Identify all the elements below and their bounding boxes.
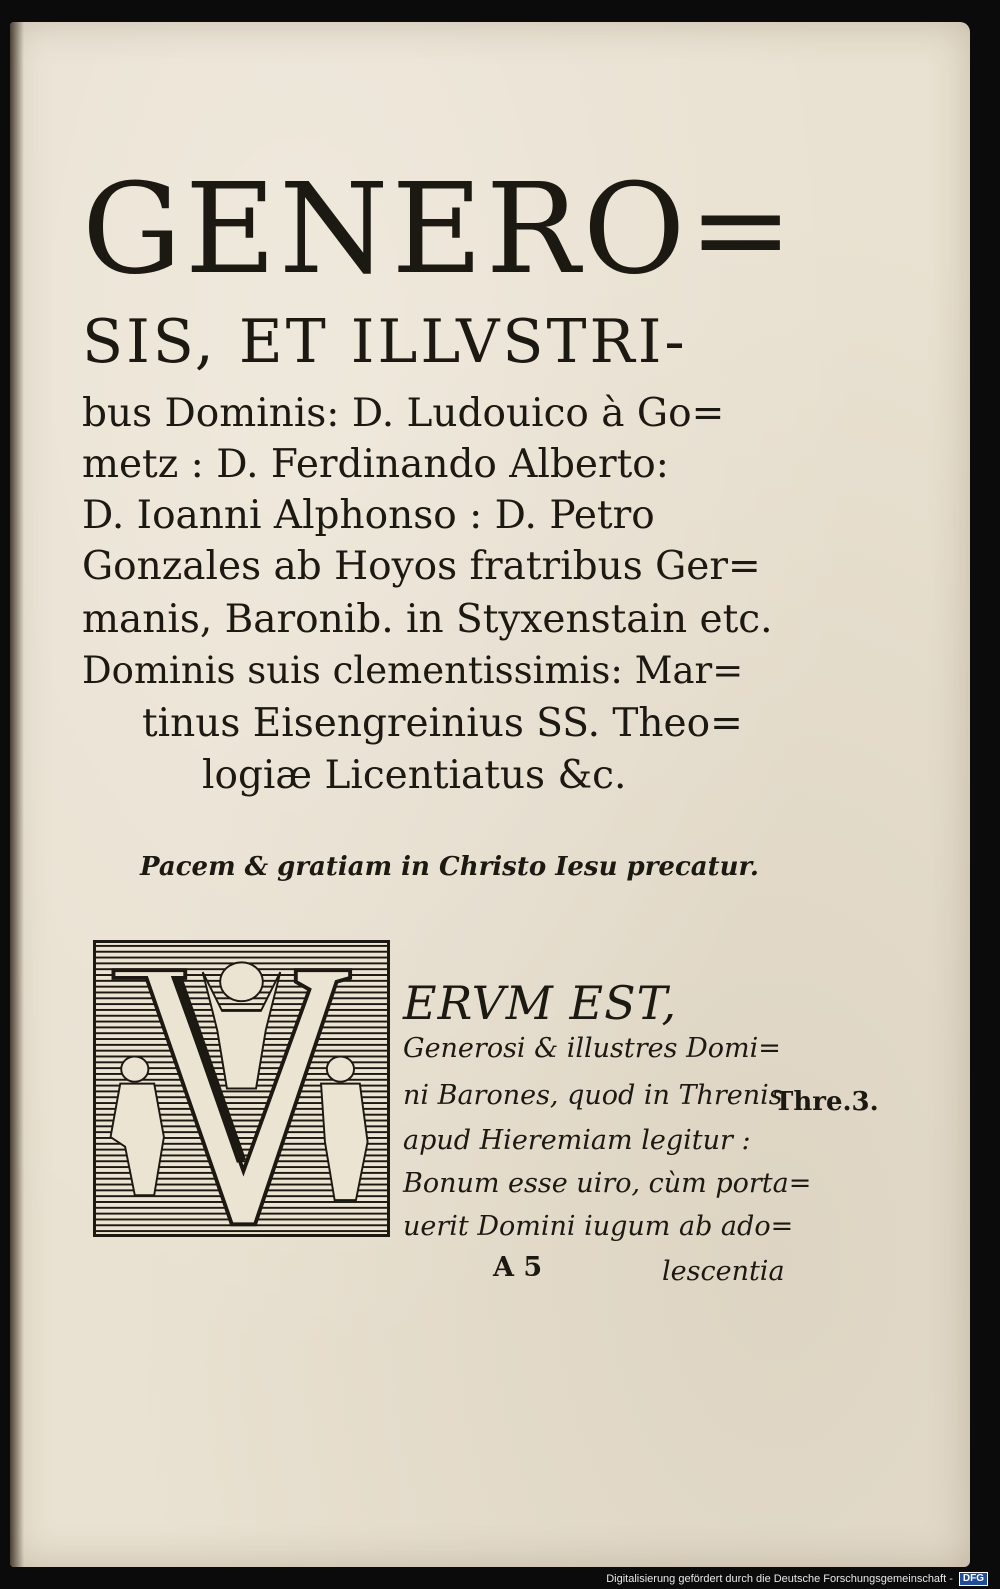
footer-credit: [606, 1571, 988, 1587]
text-line-2: Generosi & illustres Domi=: [403, 1033, 781, 1064]
catchword: lescentia: [662, 1256, 785, 1287]
woodcut-illustration: [96, 943, 387, 1234]
title-line-6: Gonzales ab Hoyos fratribus Ger=: [82, 544, 761, 589]
text-line-4: apud Hieremiam legitur :: [403, 1125, 751, 1156]
title-line-5: D. Ioanni Alphonso : D. Petro: [82, 493, 655, 538]
footer-text: Digitalisierung gefördert durch die Deutsche Forschungsgemeinschaft -: [606, 1573, 953, 1585]
title-line-10: logiæ Licentiatus &c.: [202, 753, 627, 798]
text-line-6: uerit Domini iugum ab ado=: [403, 1211, 794, 1242]
signature-mark: A 5: [493, 1252, 543, 1283]
text-line-3: ni Barones, quod in Threnis: [403, 1080, 783, 1111]
title-line-4: metz : D. Ferdinando Alberto:: [82, 442, 669, 487]
woodcut-initial-v: [93, 940, 390, 1237]
text-line-5: Bonum esse uiro, cùm porta=: [403, 1168, 812, 1199]
title-line-3: bus Dominis: D. Ludouico à Go=: [82, 391, 725, 436]
margin-note: Thre.3.: [774, 1087, 879, 1117]
greeting-line: Pacem & gratiam in Christo Iesu precatur.: [140, 852, 759, 882]
title-line-7: manis, Baronib. in Styxenstain etc.: [82, 597, 773, 642]
text-line-1: ERVM EST,: [403, 976, 678, 1030]
title-line-1: GENERO=: [82, 157, 797, 302]
title-line-8: Dominis suis clementissimis: Mar=: [82, 649, 744, 692]
dfg-logo: DFG: [959, 1572, 988, 1586]
title-line-2: SIS, ET ILLVSTRI-: [82, 307, 688, 377]
title-line-9: tinus Eisengreinius SS. Theo=: [142, 701, 743, 746]
book-page: [10, 22, 970, 1567]
